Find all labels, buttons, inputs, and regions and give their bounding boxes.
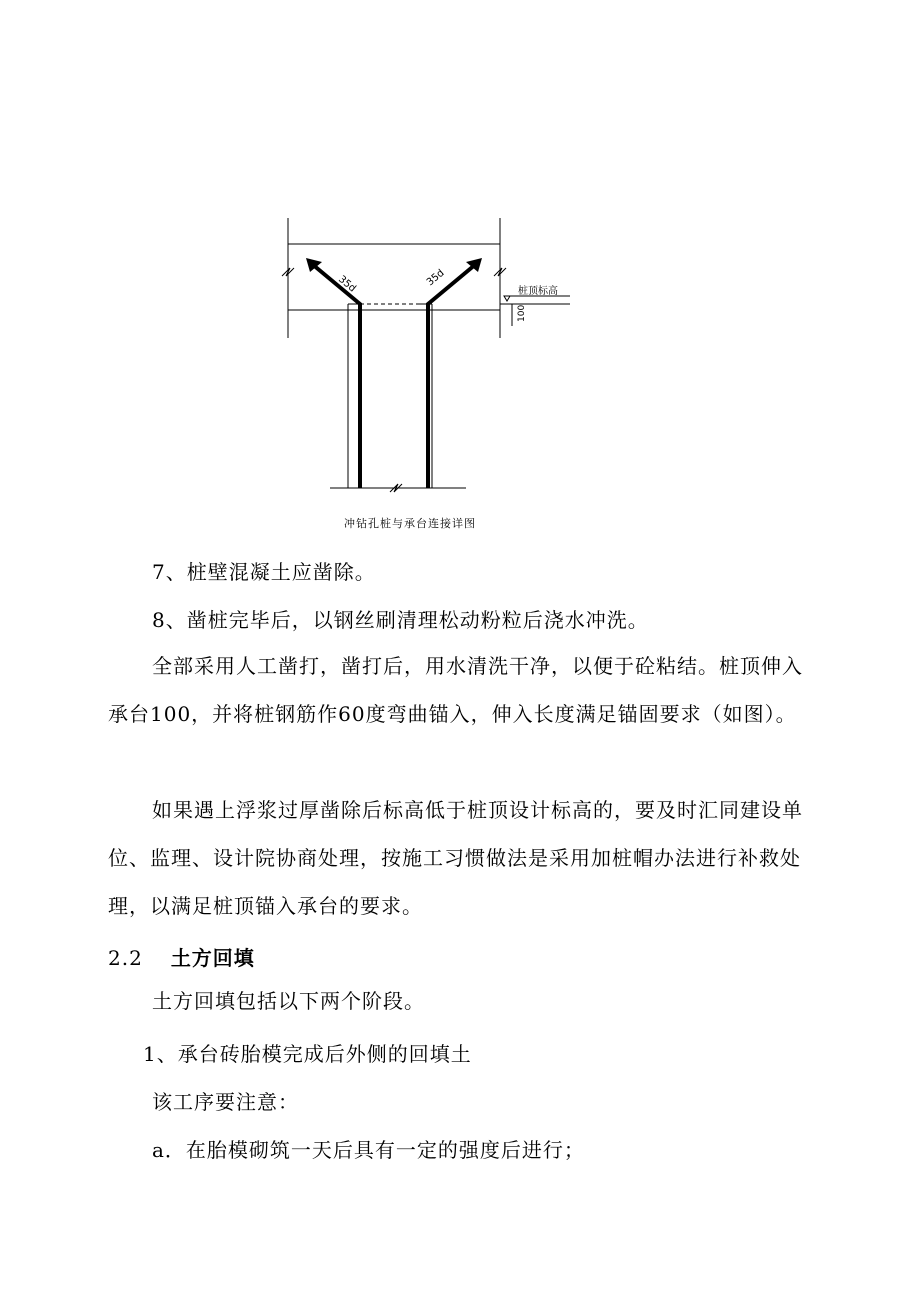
figure-caption: 冲钻孔桩与承台连接详图 — [344, 517, 476, 530]
anchor-label-right: 35d — [424, 267, 447, 289]
rebar-right — [428, 264, 476, 488]
pile-cap-connection-diagram — [270, 210, 590, 500]
anchor-label-left: 35d — [336, 273, 358, 295]
item-a: a．在胎模砌筑一天后具有一定的强度后进行； — [152, 1138, 585, 1162]
section-number: 2.2 — [108, 946, 143, 970]
note-attention: 该工序要注意： — [152, 1090, 299, 1114]
elevation-triangle — [504, 296, 510, 301]
item-7: 7、桩壁混凝土应凿除。 — [152, 560, 376, 584]
elevation-label: 桩顶标高 — [518, 286, 558, 297]
rebar-left — [312, 264, 360, 488]
paragraph-remedy: 如果遇上浮浆过厚凿除后标高低于桩顶设计标高的，要及时汇同建设单位、监理、设计院协商处理，按施工习惯做法是采用加桩帽办法进行补救处理，以满足桩顶锚入承台的要求。 — [108, 798, 803, 918]
dimension-label: 100 — [517, 304, 527, 322]
section-title: 土方回填 — [170, 946, 255, 970]
item-8: 8、凿桩完毕后，以钢丝刷清理松动粉粒后浇水冲洗。 — [152, 608, 649, 632]
diagram-svg — [270, 210, 590, 500]
paragraph-chiseling: 全部采用人工凿打，凿打后，用水清洗干净，以便于砼粘结。桩顶伸入承台100，并将桩钢筋作60度弯曲锚入，伸入长度满足锚固要求（如图）。 — [108, 654, 803, 726]
item-1: 1、承台砖胎模完成后外侧的回填土 — [143, 1042, 472, 1066]
paragraph-backfill-stages: 土方回填包括以下两个阶段。 — [152, 989, 425, 1013]
section-heading — [108, 942, 255, 971]
